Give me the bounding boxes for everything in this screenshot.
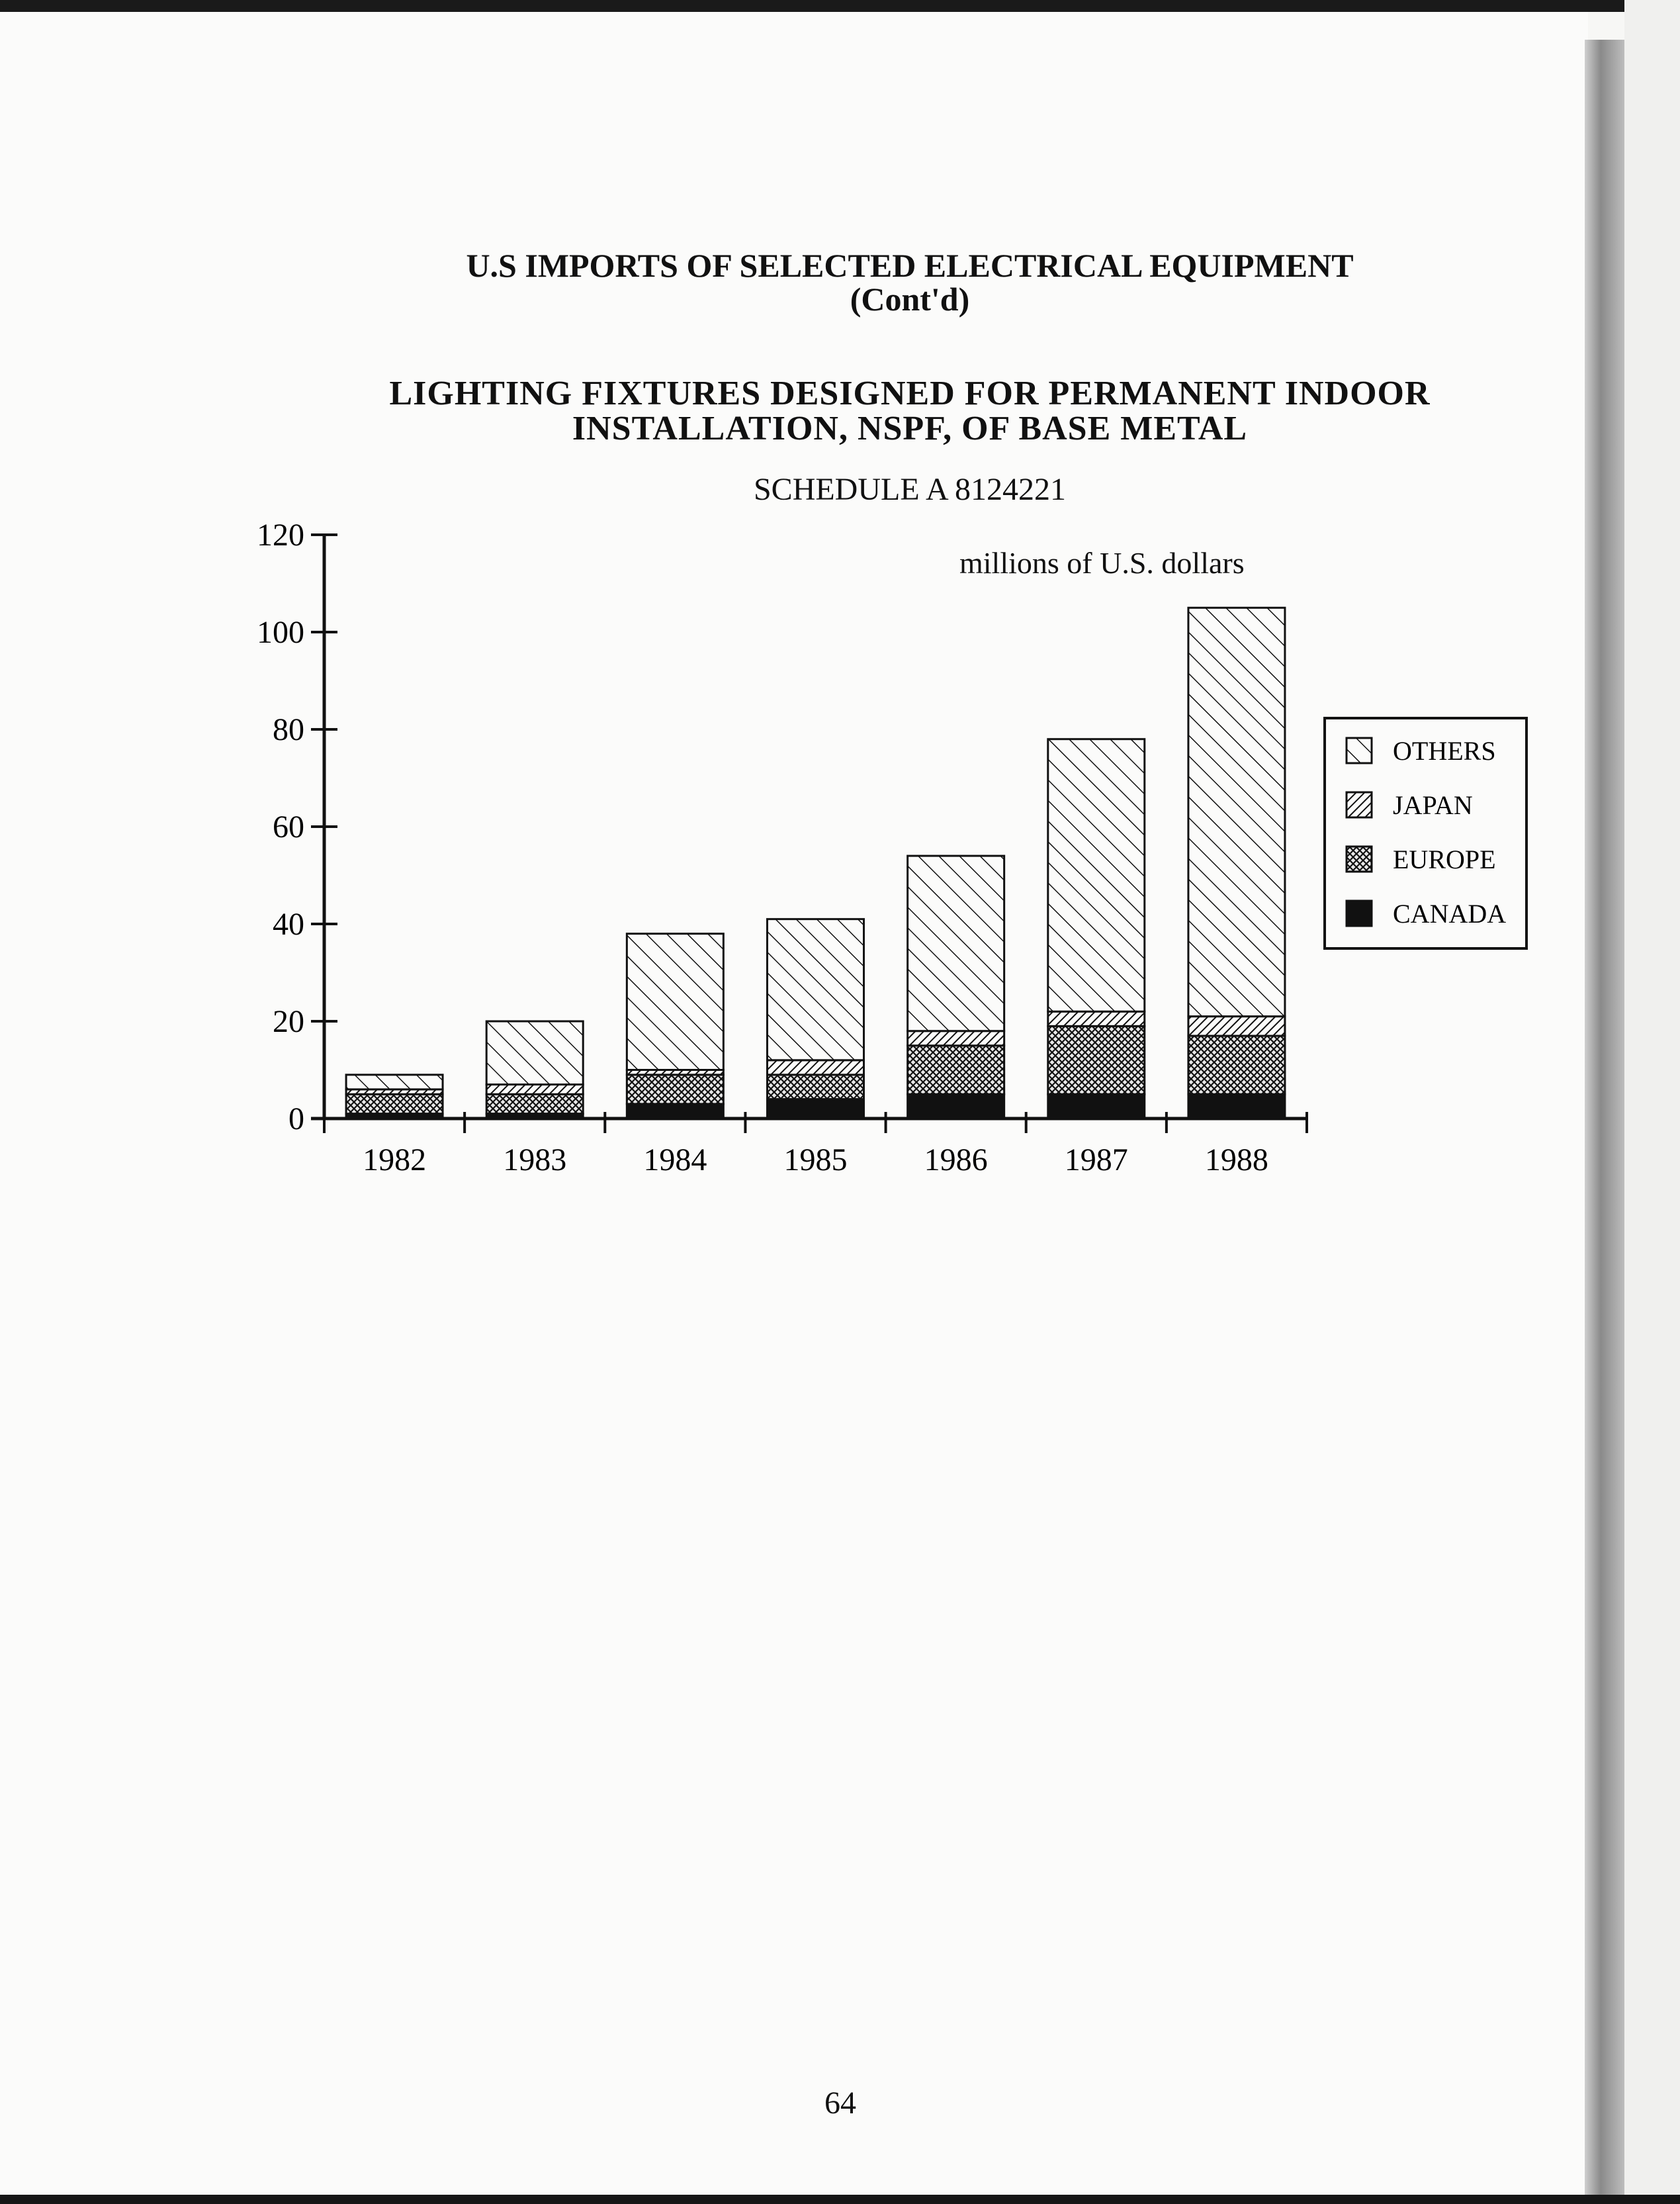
bar-segment-others-1987 [1048, 739, 1145, 1012]
bar-segment-europe-1982 [346, 1094, 443, 1113]
bar-segment-others-1983 [486, 1021, 583, 1085]
y-tick-label: 120 [257, 518, 304, 553]
chart-legend [1325, 718, 1526, 948]
bar-segment-japan-1987 [1048, 1011, 1145, 1026]
bar-segment-europe-1983 [486, 1094, 583, 1113]
bar-segment-japan-1988 [1188, 1017, 1285, 1036]
bar-segment-canada-1986 [908, 1094, 1004, 1119]
x-tick-label: 1988 [1204, 1142, 1268, 1177]
bar-segment-others-1984 [627, 934, 723, 1070]
y-tick-label: 40 [273, 907, 304, 942]
x-tick-label: 1985 [783, 1142, 848, 1177]
bar-segment-canada-1987 [1048, 1094, 1145, 1119]
x-tick-label: 1987 [1064, 1142, 1128, 1177]
y-tick-label: 100 [257, 615, 304, 650]
bar-segment-japan-1986 [908, 1031, 1004, 1046]
bar-segment-europe-1988 [1188, 1036, 1285, 1094]
x-tick-label: 1984 [643, 1142, 707, 1177]
x-tick-label: 1982 [363, 1142, 427, 1177]
legend-label-canada: CANADA [1393, 899, 1507, 929]
x-tick-label: 1983 [503, 1142, 567, 1177]
legend-swatch-others [1347, 738, 1372, 763]
legend-label-europe: EUROPE [1393, 845, 1496, 874]
legend-swatch-japan [1347, 792, 1372, 817]
bar-segment-canada-1985 [768, 1099, 864, 1119]
schedule-label: SCHEDULE A 8124221 [753, 472, 1067, 507]
bar-segment-canada-1988 [1188, 1094, 1285, 1119]
bar-segment-europe-1984 [627, 1075, 723, 1104]
legend-swatch-europe [1347, 847, 1372, 872]
x-tick-label: 1986 [924, 1142, 988, 1177]
bar-segment-europe-1985 [768, 1075, 864, 1099]
y-tick-label: 80 [273, 712, 304, 747]
y-tick-label: 0 [288, 1101, 304, 1136]
y-tick-label: 20 [273, 1004, 304, 1039]
bar-segment-europe-1986 [908, 1046, 1004, 1095]
bar-segment-japan-1985 [768, 1060, 864, 1075]
bar-segment-europe-1987 [1048, 1026, 1145, 1094]
page-number: 64 [824, 2086, 856, 2121]
bar-segment-others-1986 [908, 856, 1004, 1031]
bar-segment-japan-1983 [486, 1085, 583, 1095]
bar-segment-canada-1984 [627, 1104, 723, 1119]
chart-title-line2: INSTALLATION, NSPF, OF BASE METAL [572, 410, 1248, 447]
legend-label-japan: JAPAN [1393, 790, 1473, 820]
bar-segment-others-1985 [768, 919, 864, 1060]
y-tick-label: 60 [273, 809, 304, 845]
unit-label: millions of U.S. dollars [959, 546, 1245, 580]
chart-title-line1: LIGHTING FIXTURES DESIGNED FOR PERMANENT INDOOR [389, 375, 1431, 412]
legend-swatch-canada [1347, 901, 1372, 926]
page-title: U.S IMPORTS OF SELECTED ELECTRICAL EQUIPMENT [466, 247, 1354, 284]
bar-segment-others-1982 [346, 1075, 443, 1089]
chart-bars [346, 608, 1285, 1119]
bar-segment-others-1988 [1188, 608, 1285, 1016]
page-title-continued: (Cont'd) [850, 281, 970, 318]
legend-label-others: OTHERS [1393, 736, 1496, 766]
